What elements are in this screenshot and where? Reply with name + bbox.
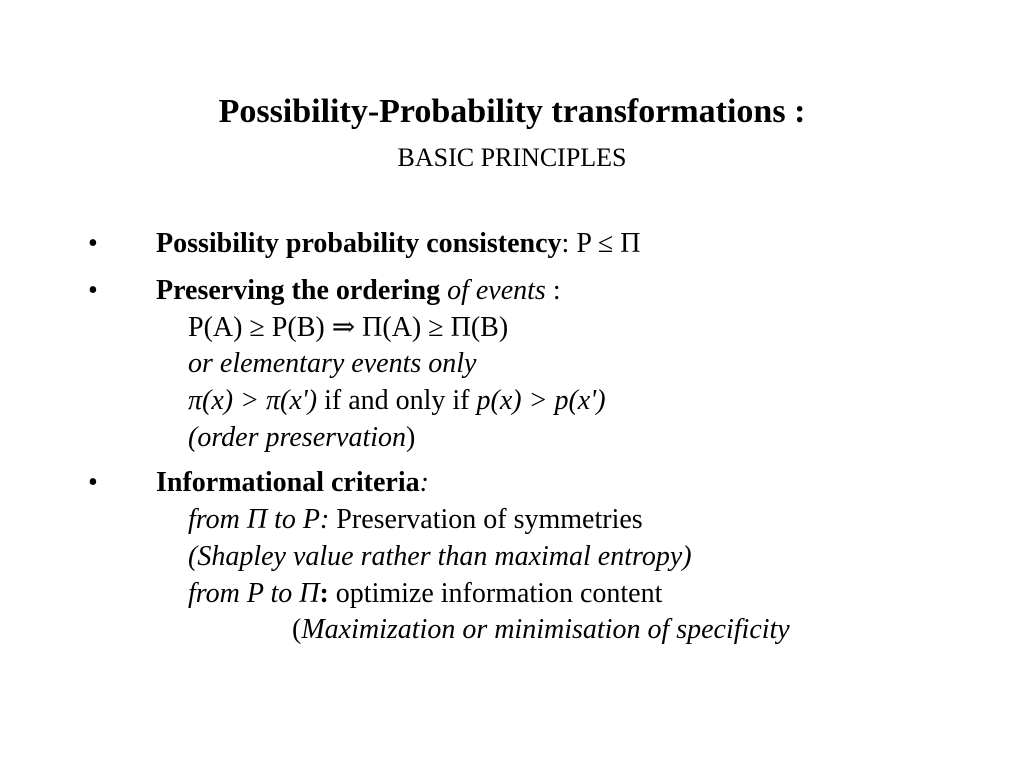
pi-to-p-line	[188, 502, 643, 538]
ordering-of-events: of events	[440, 275, 546, 306]
specificity-line	[292, 612, 790, 648]
p-to-pi-line	[188, 576, 662, 612]
item-consistency	[156, 226, 640, 262]
iff-line	[188, 383, 606, 419]
optimize-text: optimize information content	[328, 578, 663, 609]
ordering-formula: P(A) ≥ P(B) ⇒ Π(A) ≥ Π(B)	[188, 312, 509, 343]
from-p-to-pi: from P to Π	[188, 578, 320, 609]
iff-text: if and only if	[317, 385, 477, 416]
elementary-events-line: or elementary events only	[188, 348, 477, 379]
p-to-pi-colon: :	[319, 578, 329, 609]
ordering-heading: Preserving the ordering	[156, 275, 441, 306]
slide-subtitle: BASIC PRINCIPLES	[397, 143, 627, 172]
specificity-paren-open: (	[292, 614, 302, 645]
p-comparison: p(x) > p(x')	[476, 385, 606, 416]
consistency-heading: Possibility probability consistency	[156, 228, 562, 259]
slide-title: Possibility-Probability transformations :	[218, 93, 806, 130]
consistency-formula: : P ≤ Π	[561, 228, 641, 259]
specificity-text: Maximization or minimisation of specificity	[301, 614, 790, 645]
informational-colon: :	[419, 467, 429, 498]
from-pi-to-p: from Π to P:	[188, 504, 330, 535]
symmetries-text: Preservation of symmetries	[329, 504, 643, 535]
order-preservation: order preservation	[197, 422, 407, 453]
bullet-2: •	[88, 275, 98, 306]
informational-heading: Informational criteria	[156, 467, 420, 498]
bullet-1: •	[88, 228, 98, 259]
paren-open: (	[188, 422, 198, 453]
paren-close: )	[406, 422, 416, 453]
item-informational	[156, 465, 429, 501]
pi-comparison: π(x) > π(x')	[188, 385, 318, 416]
order-preservation-line	[188, 420, 415, 456]
bullet-3: •	[88, 467, 98, 498]
shapley-line: (Shapley value rather than maximal entropy)	[188, 541, 692, 572]
item-ordering	[156, 273, 561, 309]
ordering-colon: :	[545, 275, 561, 306]
